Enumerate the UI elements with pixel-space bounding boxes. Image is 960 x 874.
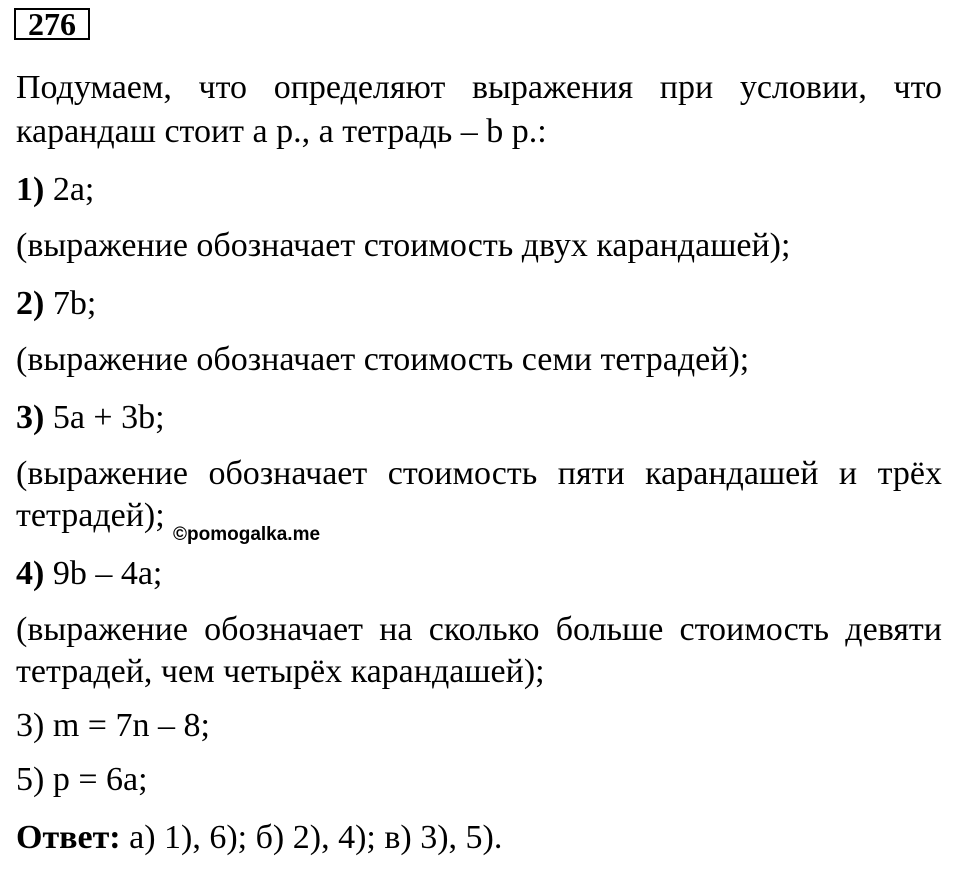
item-4-expr: 9b – 4a;	[52, 555, 163, 592]
intro-line-2: карандаш стоит a р., а тетрадь – b р.:	[16, 113, 547, 150]
item-3-explanation-line-2: тетрадей);	[16, 497, 165, 534]
item-1-number: 1)	[16, 171, 45, 208]
item-4-expression	[16, 554, 162, 594]
item-3-explanation-line-1: (выражение обозначает стоимость пяти карандашей и трёх	[16, 455, 942, 492]
answer-line	[16, 818, 502, 858]
item-2-number: 2)	[16, 285, 45, 322]
extra-line-2: 5) p = 6a;	[16, 761, 148, 798]
item-1-expression	[16, 170, 94, 210]
extra-line-1: 3) m = 7n – 8;	[16, 707, 210, 744]
item-4-explanation-line-1: (выражение обозначает на сколько больше стоимость девяти	[16, 611, 942, 648]
item-3-expr: 5a + 3b;	[52, 399, 165, 436]
item-3-expression	[16, 398, 165, 438]
answer-label: Ответ:	[16, 819, 121, 856]
item-1-explanation: (выражение обозначает стоимость двух карандашей);	[16, 227, 791, 264]
item-3-number: 3)	[16, 399, 45, 436]
intro-line-1: Подумаем, что определяют выражения при условии, что	[16, 69, 942, 106]
item-2-explanation: (выражение обозначает стоимость семи тетрадей);	[16, 341, 750, 378]
item-4-explanation-line-2: тетрадей, чем четырёх карандашей);	[16, 653, 545, 690]
problem-number-box: 276	[14, 8, 90, 40]
answer-text: а) 1), 6); б) 2), 4); в) 3), 5).	[129, 819, 503, 856]
watermark: ©pomogalka.me	[173, 524, 321, 545]
item-4-number: 4)	[16, 555, 45, 592]
item-1-expr: 2a;	[52, 171, 95, 208]
item-2-expr: 7b;	[52, 285, 97, 322]
item-2-expression	[16, 284, 96, 324]
